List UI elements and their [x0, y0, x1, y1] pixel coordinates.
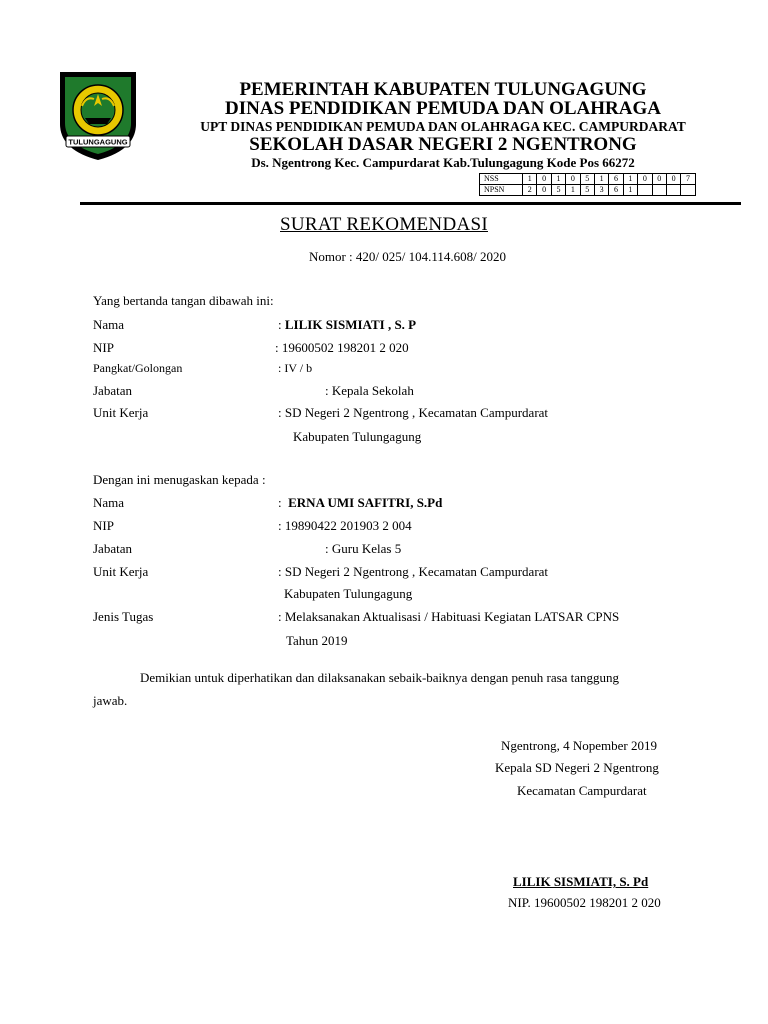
- npsn-digit: 2: [523, 185, 537, 196]
- npsn-label: NPSN: [480, 185, 523, 196]
- nss-digit: 1: [551, 174, 565, 185]
- npsn-digit: 5: [551, 185, 565, 196]
- colon: :: [278, 518, 282, 533]
- colon: :: [278, 609, 282, 624]
- signature-place-date: Ngentrong, 4 Nopember 2019: [501, 738, 657, 753]
- signer-unit-value: SD Negeri 2 Ngentrong , Kecamatan Campurdarat: [284, 405, 549, 420]
- signer-position-value: Kepala Sekolah: [331, 383, 414, 398]
- signer-nip-label: NIP: [93, 340, 114, 355]
- closing-paragraph-line2: jawab.: [93, 693, 128, 708]
- npsn-digit: 5: [580, 185, 594, 196]
- colon: :: [278, 405, 282, 420]
- nss-digit: 6: [609, 174, 623, 185]
- colon: :: [278, 564, 282, 579]
- npsn-digit: 6: [609, 185, 623, 196]
- nss-digit: 0: [638, 174, 652, 185]
- signer-name-value: LILIK SISMIATI , S. P: [284, 317, 417, 332]
- letter-title: SURAT REKOMENDASI: [280, 214, 488, 235]
- npsn-digit: 1: [623, 185, 637, 196]
- signer-name-label: Nama: [93, 317, 125, 332]
- nss-label: NSS: [480, 174, 523, 185]
- signature-district: Kecamatan Campurdarat: [517, 783, 647, 798]
- letter-number: Nomor : 420/ 025/ 104.114.608/ 2020: [308, 249, 507, 264]
- nss-digit: 5: [580, 174, 594, 185]
- assignee-task-label: Jenis Tugas: [93, 609, 154, 624]
- signer-rank-value: IV / b: [284, 361, 313, 375]
- nss-digit: 0: [652, 174, 666, 185]
- npsn-empty-cell: [652, 185, 666, 196]
- npsn-empty-cell: [681, 185, 695, 196]
- logo-text: TULUNGAGUNG: [68, 137, 128, 147]
- header-address: Ds. Ngentrong Kec. Campurdarat Kab.Tulungagung Kode Pos 66272: [251, 155, 635, 170]
- nss-digit: 7: [681, 174, 695, 185]
- assignee-task-value-line2: Tahun 2019: [286, 633, 348, 648]
- signature-position: Kepala SD Negeri 2 Ngentrong: [495, 760, 659, 775]
- assignee-task-value: Melaksanakan Aktualisasi / Habituasi Kegiatan LATSAR CPNS: [284, 609, 620, 624]
- assignee-position-value: Guru Kelas 5: [331, 541, 402, 556]
- closing-paragraph-line1: Demikian untuk diperhatikan dan dilaksanakan sebaik-baiknya dengan penuh rasa tanggung: [140, 670, 620, 685]
- npsn-row: [480, 185, 696, 196]
- signer-position-label: Jabatan: [93, 383, 132, 398]
- colon: :: [278, 317, 282, 332]
- header-government: PEMERINTAH KABUPATEN TULUNGAGUNG: [239, 79, 647, 100]
- signature-name: LILIK SISMIATI, S. Pd: [513, 874, 649, 889]
- assignee-name-value: ERNA UMI SAFITRI, S.Pd: [288, 495, 443, 510]
- npsn-digit: 0: [537, 185, 551, 196]
- school-codes-table: [479, 173, 696, 196]
- signature-nip: NIP. 19600502 198201 2 020: [508, 895, 661, 910]
- assignee-unit-label: Unit Kerja: [93, 564, 149, 579]
- signer-nip-value: 19600502 198201 2 020: [281, 340, 409, 355]
- signer-intro: Yang bertanda tangan dibawah ini:: [93, 293, 274, 308]
- assignee-intro: Dengan ini menugaskan kepada :: [93, 472, 266, 487]
- header-department: DINAS PENDIDIKAN PEMUDA DAN OLAHRAGA: [225, 98, 661, 119]
- nss-digit: 1: [523, 174, 537, 185]
- colon: :: [325, 383, 329, 398]
- nss-digit: 0: [537, 174, 551, 185]
- npsn-empty-cell: [638, 185, 652, 196]
- signer-rank-label: Pangkat/Golongan: [93, 361, 183, 375]
- colon: :: [278, 361, 282, 375]
- npsn-digit: 3: [594, 185, 608, 196]
- nss-digit: 0: [566, 174, 580, 185]
- npsn-empty-cell: [666, 185, 680, 196]
- tulungagung-emblem-logo: [52, 66, 144, 162]
- assignee-unit-value-line2: Kabupaten Tulungagung: [284, 586, 413, 601]
- colon: :: [275, 340, 279, 355]
- colon: :: [325, 541, 329, 556]
- npsn-digit: 1: [566, 185, 580, 196]
- assignee-position-label: Jabatan: [93, 541, 132, 556]
- nss-row: [480, 174, 696, 185]
- letterhead-divider: [80, 202, 741, 205]
- assignee-name-label: Nama: [93, 495, 125, 510]
- assignee-nip-value: 19890422 201903 2 004: [284, 518, 412, 533]
- signer-unit-label: Unit Kerja: [93, 405, 149, 420]
- assignee-unit-value: SD Negeri 2 Ngentrong , Kecamatan Campurdarat: [284, 564, 549, 579]
- signer-unit-value-line2: Kabupaten Tulungagung: [293, 429, 422, 444]
- header-upt: UPT DINAS PENDIDIKAN PEMUDA DAN OLAHRAGA KEC. CAMPURDARAT: [200, 119, 686, 134]
- assignee-nip-label: NIP: [93, 518, 114, 533]
- nss-digit: 0: [666, 174, 680, 185]
- header-school-name: SEKOLAH DASAR NEGERI 2 NGENTRONG: [249, 134, 637, 155]
- nss-digit: 1: [594, 174, 608, 185]
- nss-digit: 1: [623, 174, 637, 185]
- colon: :: [278, 495, 282, 510]
